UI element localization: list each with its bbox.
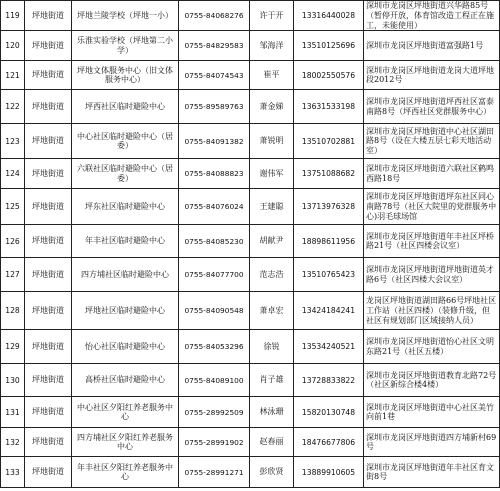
shelter-name-cell: 怡心社区临时避险中心: [72, 330, 179, 364]
mobile-cell: 18898611956: [294, 225, 364, 258]
shelter-name-cell: 高桥社区临时避险中心: [72, 364, 179, 397]
table-row: [1, 31, 500, 61]
phone-cell: 0755-84091382: [179, 124, 250, 159]
contact-person-cell: 谢伟军: [250, 159, 294, 189]
contact-person-cell: 赵春丽: [250, 428, 294, 457]
table-row: [1, 1, 500, 31]
address-cell: 深圳市龙岗区坪地街道六联社区鹤鸣西路18号: [364, 159, 500, 189]
phone-cell: 0755-84089100: [179, 364, 250, 397]
shelter-name-cell: 乐淮实验学校（坪地第二小学）: [72, 31, 179, 61]
contact-person-cell: 胡献尹: [250, 225, 294, 258]
phone-cell: 0755-89589763: [179, 90, 250, 124]
street-cell: 坪地街道: [25, 330, 72, 364]
street-cell: 坪地街道: [25, 258, 72, 292]
mobile-cell: 13316440028: [294, 1, 364, 31]
contact-person-cell: 崔平: [250, 61, 294, 90]
contact-person-cell: 邹海洋: [250, 31, 294, 61]
row-number-cell: 124: [1, 159, 25, 189]
street-cell: 坪地街道: [25, 90, 72, 124]
address-cell: 深圳市龙岗区坪地街道年丰社区育文街8号: [364, 457, 500, 488]
phone-cell: 0755-84829583: [179, 31, 250, 61]
mobile-cell: 15820130748: [294, 397, 364, 428]
address-cell: 深圳市龙岗区坪地街道怡心社区文明东路21号（社区五楼）: [364, 330, 500, 364]
address-cell: 深圳市龙岗区坪地街道坪西社区富泰南路8号（坪西社区党群服务中心）: [364, 90, 500, 124]
shelter-name-cell: 坪地兰陵学校（坪地一小）: [72, 1, 179, 31]
row-number-cell: 119: [1, 1, 25, 31]
address-cell: 深圳市龙岗区坪地街道教育北路72号（社区新综合楼4楼）: [364, 364, 500, 397]
row-number-cell: 131: [1, 397, 25, 428]
street-cell: 坪地街道: [25, 457, 72, 488]
shelter-name-cell: 年丰社区夕阳红养老服务中心: [72, 457, 179, 488]
row-number-cell: 129: [1, 330, 25, 364]
mobile-cell: 18476677806: [294, 428, 364, 457]
street-cell: 坪地街道: [25, 61, 72, 90]
phone-cell: 0755-28991902: [179, 428, 250, 457]
street-cell: 坪地街道: [25, 189, 72, 225]
table-row: [1, 292, 500, 330]
street-cell: 坪地街道: [25, 364, 72, 397]
street-cell: 坪地街道: [25, 292, 72, 330]
row-number-cell: 120: [1, 31, 25, 61]
table-row: [1, 90, 500, 124]
row-number-cell: 126: [1, 225, 25, 258]
address-cell: 深圳市龙岗区坪地街道坪东社区同心南路78号（社区大院里的党群服务中心)羽毛球场馆: [364, 189, 500, 225]
phone-cell: 0755-84076024: [179, 189, 250, 225]
address-cell: 深圳市龙岗区坪地街道富强路1号: [364, 31, 500, 61]
table-row: [1, 397, 500, 428]
row-number-cell: 127: [1, 258, 25, 292]
shelter-name-cell: 坪地文体服务中心（旧文体服务中心）: [72, 61, 179, 90]
address-cell: 深圳市龙岗区坪地街道坪地街道英才路6号（社区四楼大会议室）: [364, 258, 500, 292]
table-row: [1, 159, 500, 189]
shelter-name-cell: 中心社区临时避险中心（居委）: [72, 124, 179, 159]
table-row: [1, 124, 500, 159]
mobile-cell: 13510765423: [294, 258, 364, 292]
contact-person-cell: 萧卓宏: [250, 292, 294, 330]
street-cell: 坪地街道: [25, 124, 72, 159]
contact-person-cell: 王建聪: [250, 189, 294, 225]
phone-cell: 0755-84074543: [179, 61, 250, 90]
mobile-cell: 13889910605: [294, 457, 364, 488]
table-row: [1, 189, 500, 225]
row-number-cell: 122: [1, 90, 25, 124]
table-row: [1, 428, 500, 457]
address-cell: 深圳市龙岗区坪地街道年丰社区坪桥路21号（社区四楼会议室）: [364, 225, 500, 258]
mobile-cell: 13713976328: [294, 189, 364, 225]
street-cell: 坪地街道: [25, 397, 72, 428]
contact-person-cell: 肖子雄: [250, 364, 294, 397]
shelter-name-cell: 坪东社区临时避险中心: [72, 189, 179, 225]
phone-cell: 0755-84085230: [179, 225, 250, 258]
mobile-cell: 13631533198: [294, 90, 364, 124]
shelter-name-cell: 四方埔社区临时避险中心: [72, 258, 179, 292]
phone-cell: 0755-84053296: [179, 330, 250, 364]
shelter-name-cell: 六联社区临时避险中心（居委）: [72, 159, 179, 189]
phone-cell: 0755-28992509: [179, 397, 250, 428]
mobile-cell: 13534240521: [294, 330, 364, 364]
table-row: [1, 457, 500, 488]
street-cell: 坪地街道: [25, 159, 72, 189]
contact-person-cell: 徐锐: [250, 330, 294, 364]
street-cell: 坪地街道: [25, 1, 72, 31]
street-cell: 坪地街道: [25, 31, 72, 61]
street-cell: 坪地街道: [25, 225, 72, 258]
row-number-cell: 123: [1, 124, 25, 159]
mobile-cell: 18002550576: [294, 61, 364, 90]
address-cell: 深圳市龙岗区坪地街道龙岗大道坪地段2012号: [364, 61, 500, 90]
phone-cell: 0755-84068276: [179, 1, 250, 31]
shelter-name-cell: 坪西社区临时避险中心: [72, 90, 179, 124]
shelter-name-cell: 年丰社区临时避险中心: [72, 225, 179, 258]
address-cell: 深圳市龙岗区坪地街道兴华路85号（暂停开放，体育馆改造工程正在施工，未能使用）: [364, 1, 500, 31]
phone-cell: 0755-84077700: [179, 258, 250, 292]
mobile-cell: 13510125696: [294, 31, 364, 61]
contact-person-cell: 许于开: [250, 1, 294, 31]
street-cell: 坪地街道: [25, 428, 72, 457]
table-row: [1, 258, 500, 292]
table-row: [1, 225, 500, 258]
row-number-cell: 121: [1, 61, 25, 90]
address-cell: 深圳市龙岗区坪地街道四方埔新村69号: [364, 428, 500, 457]
table-row: [1, 330, 500, 364]
table-row: [1, 364, 500, 397]
address-cell: 深圳市龙岗区坪地街道中心社区美竹向前1巷: [364, 397, 500, 428]
row-number-cell: 128: [1, 292, 25, 330]
contact-person-cell: 彭欣贤: [250, 457, 294, 488]
mobile-cell: 13510702881: [294, 124, 364, 159]
row-number-cell: 130: [1, 364, 25, 397]
row-number-cell: 125: [1, 189, 25, 225]
contact-person-cell: 萧金娣: [250, 90, 294, 124]
row-number-cell: 132: [1, 428, 25, 457]
shelter-name-cell: 坪地社区临时避险中心: [72, 292, 179, 330]
phone-cell: 0755-84090548: [179, 292, 250, 330]
contact-person-cell: 范志浩: [250, 258, 294, 292]
row-number-cell: 133: [1, 457, 25, 488]
table-body: [1, 1, 500, 488]
contact-person-cell: 林泳珊: [250, 397, 294, 428]
address-cell: 深圳市龙岗区坪地街道中心社区湖田路8号（设在大楼五层七彩天地活动室）: [364, 124, 500, 159]
address-cell: 龙岗区坪地街道湖田路66号坪地社区工作站（社区四楼）（装修升级，但社区有规划部门区域接纳人员）: [364, 292, 500, 330]
table-row: [1, 61, 500, 90]
phone-cell: 0755-28991271: [179, 457, 250, 488]
contact-person-cell: 萧锐明: [250, 124, 294, 159]
mobile-cell: 13728833822: [294, 364, 364, 397]
mobile-cell: 13751088682: [294, 159, 364, 189]
shelter-name-cell: 四方埔社区夕阳红养老服务中心: [72, 428, 179, 457]
shelter-name-cell: 中心社区夕阳红养老服务中心: [72, 397, 179, 428]
phone-cell: 0755-84088823: [179, 159, 250, 189]
mobile-cell: 13424184241: [294, 292, 364, 330]
